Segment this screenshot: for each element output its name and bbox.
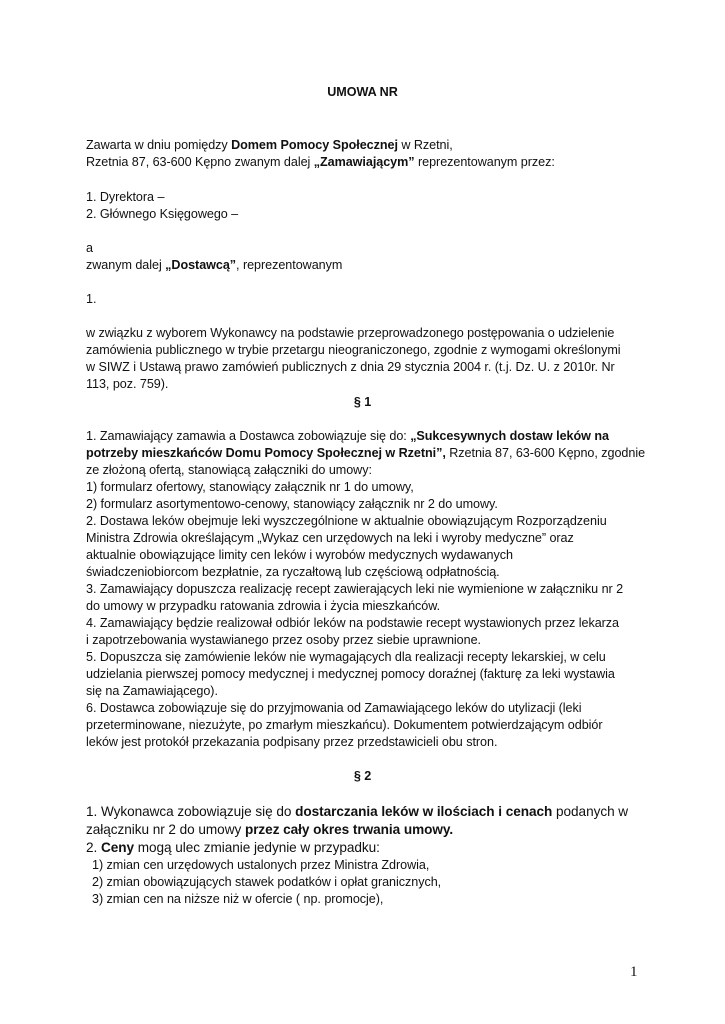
section-1-line: 4. Zamawiający będzie realizował odbiór leków na podstawie recept wystawionych przez lekarza <box>86 616 619 630</box>
page-number: 1 <box>630 964 638 980</box>
section-1-line: do umowy w przypadku ratowania zdrowia i życia mieszkańców. <box>86 599 441 613</box>
section-2-para-1-line-2: załączniku nr 2 do umowy przez cały okres trwania umowy. <box>86 822 454 837</box>
title-text: UMOWA NR <box>327 85 398 99</box>
section-1-heading: § 1 <box>353 395 372 409</box>
section-1-line: i zapotrzebowania wystawianego przez osoby przez siebie uprawnione. <box>86 633 481 647</box>
basis-line: 113, poz. 759). <box>86 377 169 391</box>
section-2-heading: § 2 <box>353 769 372 783</box>
section-1-line: 5. Dopuszcza się zamówienie leków nie wymagających dla realizacji recepty lekarskiej, w celu <box>86 650 606 664</box>
section-2-list-item: 3) zmian cen na niższe niż w ofercie ( np. promocje), <box>92 892 384 906</box>
basis-line: w SIWZ i Ustawą prawo zamówień publicznych z dnia 29 stycznia 2004 r. (t.j. Dz. U. z 2010r. Nr <box>86 360 615 374</box>
section-1-line: przeterminowane, niezużyte, po zmarłym mieszkańcu). Dokumentem potwierdzającym odbiór <box>86 718 603 732</box>
basis-line: w związku z wyborem Wykonawcy na podstawie przeprowadzonego postępowania o udzielenie <box>86 326 615 340</box>
supplier-line: zwanym dalej „Dostawcą”, reprezentowanym <box>86 258 343 272</box>
section-1-line: 3. Zamawiający dopuszcza realizację recept zawierających leki nie wymienione w załączniku nr 2 <box>86 582 624 596</box>
section-1-line: się na Zamawiającego). <box>86 684 218 698</box>
section-1-para-1-line-1: 1. Zamawiający zamawia a Dostawca zobowiązuje się do: „Sukcesywnych dostaw leków na <box>86 429 609 443</box>
section-1-line: Ministra Zdrowia określającym „Wykaz cen urzędowych na leki i wyroby medyczne” oraz <box>86 531 574 545</box>
conjunction-a: a <box>86 241 93 255</box>
intro-line-1: Zawarta w dniu pomiędzy Domem Pomocy Społecznej w Rzetni, <box>86 138 453 152</box>
representative-1: 1. Dyrektora – <box>86 190 165 204</box>
section-2-list-item: 2) zmian obowiązujących stawek podatków i opłat granicznych, <box>92 875 442 889</box>
section-1-line: 2) formularz asortymentowo-cenowy, stanowiący załącznik nr 2 do umowy. <box>86 497 498 511</box>
intro-line-2: Rzetnia 87, 63-600 Kępno zwanym dalej „Zamawiającym” reprezentowanym przez: <box>86 155 555 169</box>
section-1-line: ze złożoną ofertą, stanowiącą załączniki do umowy: <box>86 463 372 477</box>
supplier-representative-1: 1. <box>86 292 97 306</box>
document-title <box>0 84 725 101</box>
section-1-line: udzielania pierwszej pomocy medycznej i medycznej pomocy doraźnej (fakturę za leki wystawia <box>86 667 615 681</box>
section-2-para-1-line-1: 1. Wykonawca zobowiązuje się do dostarczania leków w ilościach i cenach podanych w <box>86 804 629 819</box>
section-1-line: 6. Dostawca zobowiązuje się do przyjmowania od Zamawiającego leków do utylizacji (leki <box>86 701 582 715</box>
section-2-para-2: 2. Ceny mogą ulec zmianie jedynie w przypadku: <box>86 840 380 855</box>
section-1-para-1-line-2: potrzeby mieszkańców Domu Pomocy Społecznej w Rzetni”, Rzetnia 87, 63-600 Kępno, zgodnie <box>86 446 646 460</box>
section-1-line: aktualnie obowiązujące limity cen leków i wyrobów medycznych wydawanych <box>86 548 513 562</box>
section-1-line: świadczeniobiorcom bezpłatnie, za ryczałtową lub częściową odpłatnością. <box>86 565 500 579</box>
basis-line: zamówienia publicznego w trybie przetargu nieograniczonego, zgodnie z wymogami określonymi <box>86 343 621 357</box>
section-1-line: leków jest protokół przekazania podpisany przez przedstawicieli obu stron. <box>86 735 498 749</box>
section-2-list-item: 1) zmian cen urzędowych ustalonych przez Ministra Zdrowia, <box>92 858 430 872</box>
section-1-line: 1) formularz ofertowy, stanowiący załącznik nr 1 do umowy, <box>86 480 414 494</box>
section-1-line: 2. Dostawa leków obejmuje leki wyszczególnione w aktualnie obowiązującym Rozporządzeniu <box>86 514 607 528</box>
representative-2: 2. Głównego Księgowego – <box>86 207 239 221</box>
